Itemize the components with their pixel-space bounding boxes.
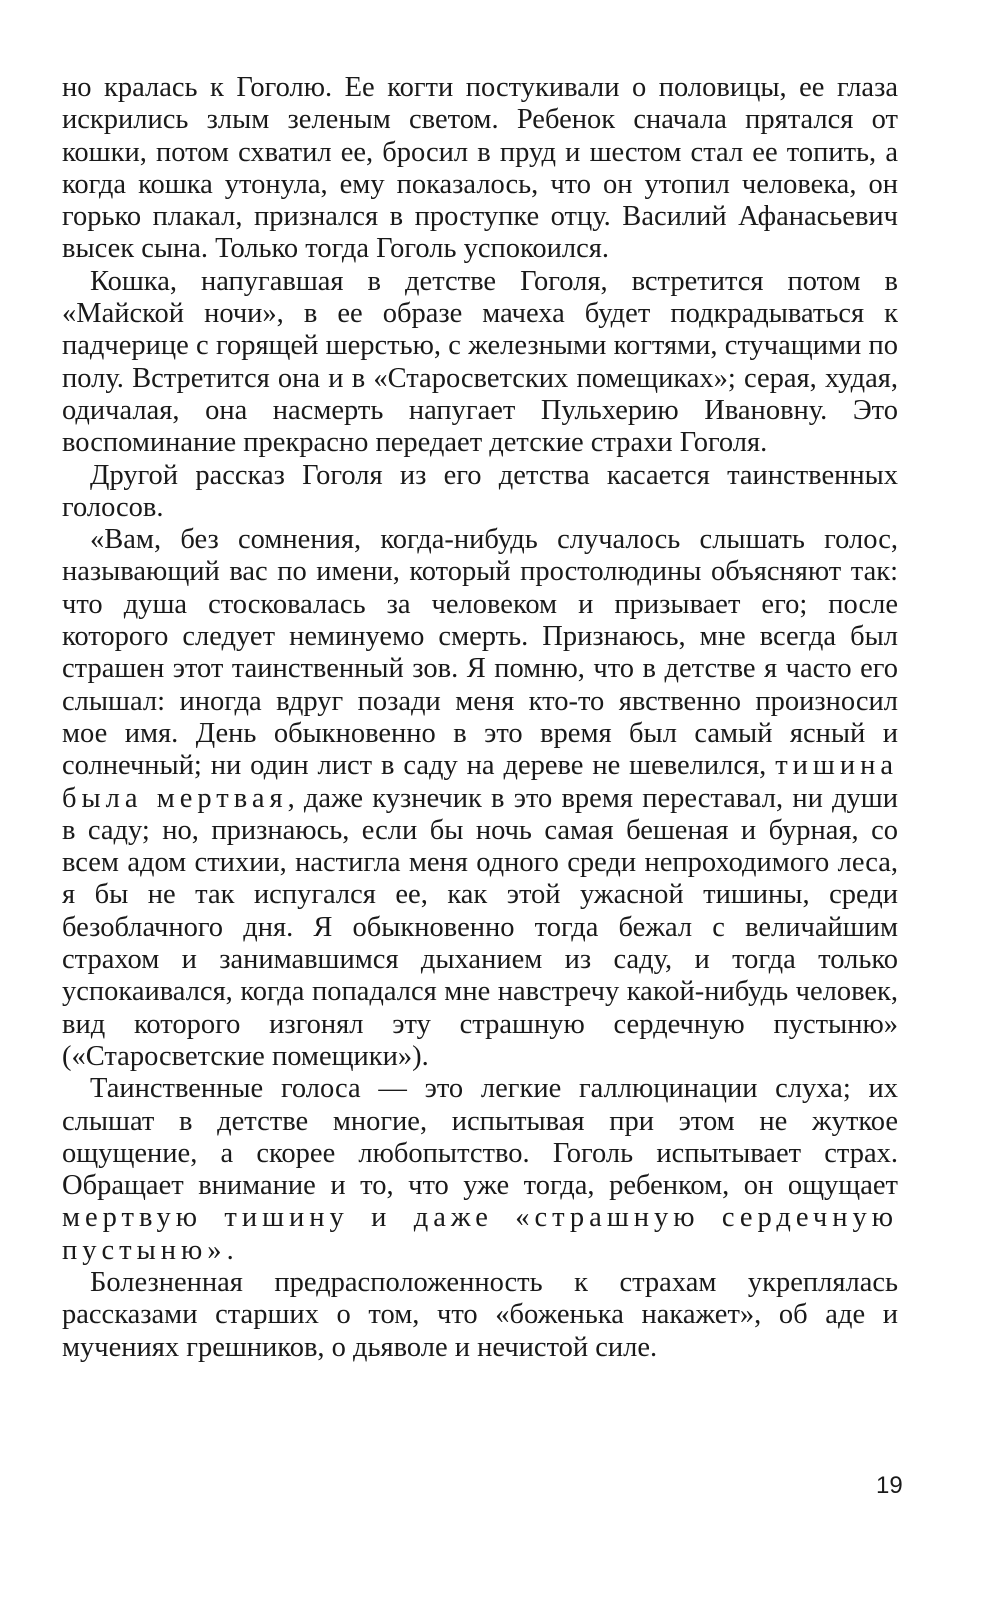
page-text [62, 72, 898, 1364]
paragraph-5-spaced-emphasis: мертвую тишину и даже «страшную сердечную пустыню» [62, 1202, 898, 1266]
paragraph-5-start: Таинственные голоса — это легкие галлюцинации слуха; их слышат в детстве многие, испытывая при этом не жуткое ощущение, а скорее любопытство. Гоголь испытывает страх. Обращает внимание и то, что уже тогда, ребенком, он ощущает [62, 1073, 898, 1202]
paragraph-5 [62, 1073, 898, 1267]
paragraph-5-end: . [226, 1234, 234, 1266]
page-number: 19 [876, 1472, 903, 1499]
paragraph-4-quote [62, 524, 898, 1073]
paragraph-1: но кралась к Гоголю. Ее когти постукивали о половицы, ее глаза искрились злым зеленым светом. Ребенок сначала прятался от кошки, потом схватил ее, бросил в пруд и шестом стал ее топить, а когда кошка утонула, ему показалось, что он утопил человека, он горько плакал, признался в проступке отцу. Василий Афанасьевич высек сына. Только тогда Гоголь успокоился. [62, 72, 898, 265]
paragraph-2: Кошка, напугавшая в детстве Гоголя, встретится потом в «Майской ночи», в ее образе мачеха будет подкрадываться к падчерице с горящей шерстью, с железными когтями, стучащими по полу. Встретится она и в «Старосветских помещиках»; серая, худая, одичалая, она насмерть напугает Пульхерию Ивановну. Это воспоминание прекрасно передает детские страхи Гоголя. [62, 265, 898, 459]
quote-spaced-emphasis: тишина была мертвая [62, 750, 898, 814]
quote-text-start: «Вам, без сомнения, когда-нибудь случалось слышать голос, называющий вас по имени, который простолюдины объясняют так: что душа стосковалась за человеком и призывает его; после которого следует неминуемо смерть. Признаюсь, мне всегда был страшен этот таинственный зов. Я помню, что в детстве я часто его слышал: иногда вдруг позади меня кто-то явственно произносил мое имя. День обыкновенно в это время был самый ясный и солнечный; ни один лист в саду на дереве не шевелился, [62, 524, 898, 782]
paragraph-3: Другой рассказ Гоголя из его детства касается таинственных голосов. [62, 459, 898, 523]
paragraph-6: Болезненная предрасположенность к страхам укреплялась рассказами старших о том, что «боженька накажет», об аде и мучениях грешников, о дьяволе и нечистой силе. [62, 1266, 898, 1363]
quote-text-end: , даже кузнечик в это время переставал, ни души в саду; но, признаюсь, если бы ночь самая бешеная и бурная, со всем адом стихии, настигла меня одного среди непроходимого леса, я бы не так испугался ее, как этой ужасной тишины, среди безоблачного дня. Я обыкновенно тогда бежал с величайшим страхом и занимавшимся дыханием из саду, и тогда только успокаивался, когда попадался мне навстречу какой-нибудь человек, вид которого изгонял эту страшную сердечную пустыню» («Старосветские помещики»). [62, 782, 899, 1072]
